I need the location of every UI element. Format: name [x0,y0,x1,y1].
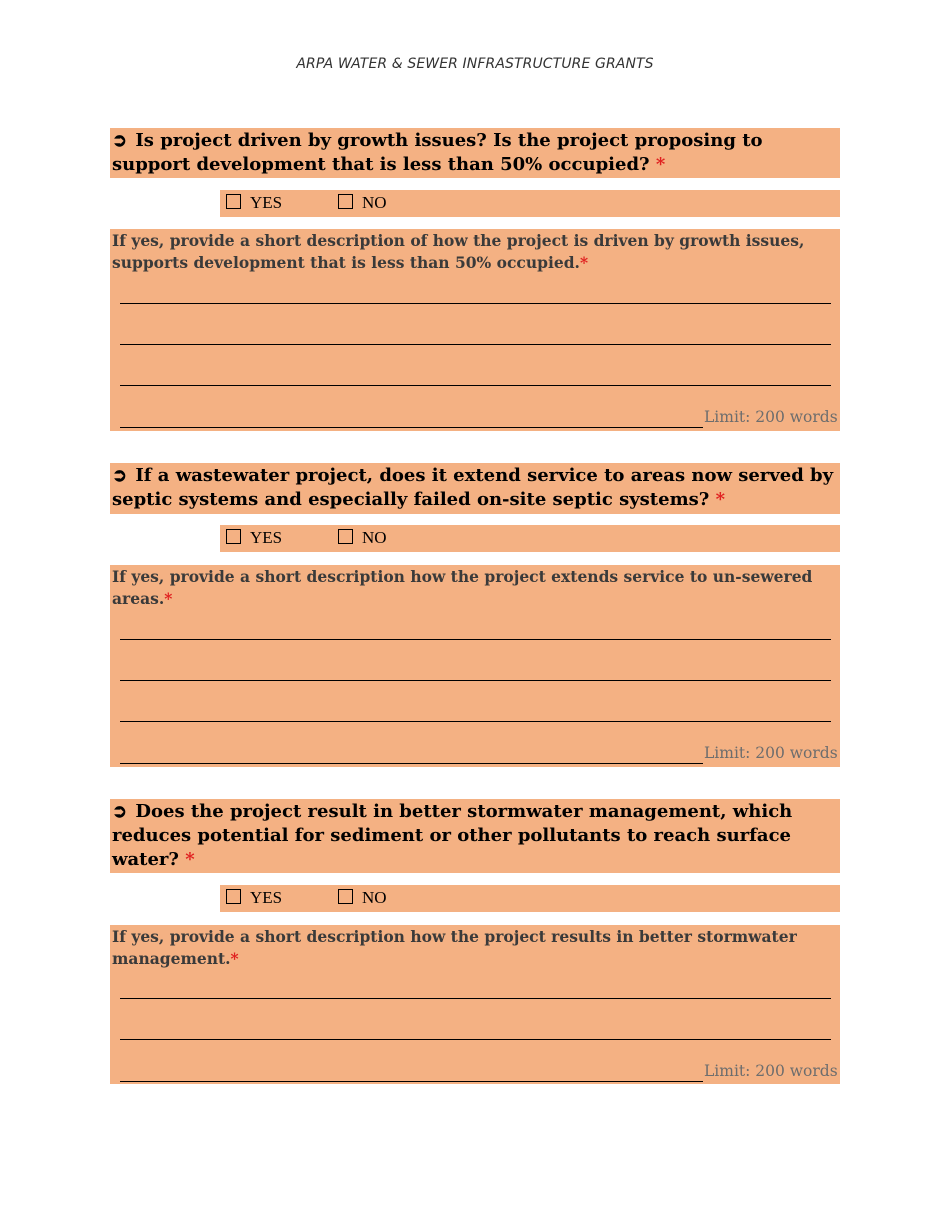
required-marker: * [185,849,195,870]
yes-checkbox[interactable] [226,529,241,544]
answer-line[interactable] [120,763,703,764]
word-limit-note: Limit: 200 words [704,408,838,426]
required-marker: * [715,489,726,510]
answer-line[interactable] [120,998,831,999]
question-3-answer-row [220,885,840,912]
question-3-no-option[interactable] [338,888,387,908]
question-1-yes-option[interactable] [226,193,282,213]
no-label: NO [362,888,387,907]
description-label-text: If yes, provide a short description how the project extends service to un-sewered areas. [112,567,813,608]
question-2 [110,463,840,514]
question-2-yes-option[interactable] [226,528,282,548]
question-2-description-block [110,565,840,767]
question-1-answer-row [220,190,840,217]
question-3-description-block [110,925,840,1084]
arrow-bullet-icon: ➲ [112,801,128,822]
question-3-text: Does the project result in better stormwater management, which reduces potential for sediment or other pollutants to reach surface water? [112,801,793,870]
arrow-bullet-icon: ➲ [112,465,128,486]
yes-label: YES [250,888,283,907]
no-checkbox[interactable] [338,529,353,544]
required-marker: * [164,589,173,608]
question-1-no-option[interactable] [338,193,387,213]
question-2-no-option[interactable] [338,528,387,548]
required-marker: * [579,253,589,272]
question-2-answer-row [220,525,840,552]
answer-line[interactable] [120,639,831,640]
answer-line[interactable] [120,1039,831,1040]
question-1-text: Is project driven by growth issues? Is the project proposing to support development that is less than 50% occupied? [112,130,763,175]
question-3-yes-option[interactable] [226,888,282,908]
yes-label: YES [250,193,283,212]
question-3-description-label [110,925,840,970]
answer-line[interactable] [120,344,831,345]
description-label-text: If yes, provide a short description of how the project is driven by growth issues, supports development that is less than 50% occupied. [112,231,805,272]
question-1 [110,128,840,178]
word-limit-note: Limit: 200 words [704,1062,838,1080]
document-header: ARPA WATER & SEWER INFRASTRUCTURE GRANTS [296,56,654,72]
description-label-text: If yes, provide a short description how the project results in better stormwater management. [112,927,797,968]
arrow-bullet-icon: ➲ [112,130,128,151]
question-1-description-label [110,229,840,274]
no-checkbox[interactable] [338,194,353,209]
no-label: NO [362,528,387,547]
question-2-description-label [110,565,840,610]
answer-line[interactable] [120,385,831,386]
answer-line[interactable] [120,427,703,428]
yes-checkbox[interactable] [226,889,241,904]
question-1-description-block [110,229,840,431]
no-label: NO [362,193,387,212]
answer-line[interactable] [120,721,831,722]
required-marker: * [655,154,666,175]
no-checkbox[interactable] [338,889,353,904]
answer-line[interactable] [120,680,831,681]
yes-checkbox[interactable] [226,194,241,209]
question-2-text: If a wastewater project, does it extend service to areas now served by septic systems and especially failed on-site septic systems? [112,465,834,510]
answer-line[interactable] [120,1081,703,1082]
answer-line[interactable] [120,303,831,304]
word-limit-note: Limit: 200 words [704,744,838,762]
required-marker: * [230,949,239,968]
yes-label: YES [250,528,283,547]
question-3 [110,799,840,873]
